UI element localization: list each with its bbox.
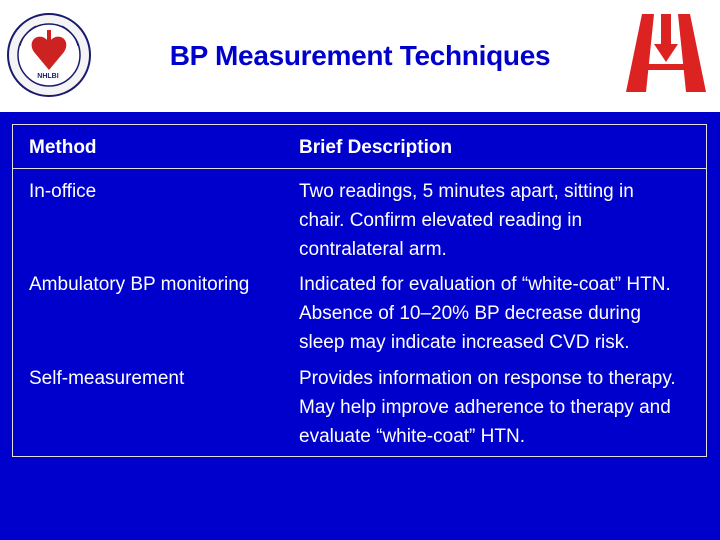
tower-arrow-logo-icon (624, 12, 708, 94)
description-line: Indicated for evaluation of “white-coat” HTN. (299, 274, 671, 295)
header-description: Brief Description (299, 137, 453, 158)
row-in-office-method: In-office (29, 181, 97, 202)
description-line: May help improve adherence to therapy and (299, 397, 671, 418)
description-line: contralateral arm. (299, 239, 447, 260)
description-line: sleep may indicate increased CVD risk. (299, 332, 630, 353)
description-line: Two readings, 5 minutes apart, sitting in (299, 181, 634, 202)
nhlbi-seal-icon (6, 12, 92, 98)
header-method: Method (29, 137, 97, 158)
row-ambulatory-method: Ambulatory BP monitoring (29, 274, 250, 295)
techniques-table (12, 124, 707, 457)
description-line: Provides information on response to therapy. (299, 368, 676, 389)
row-in-office-description (299, 177, 699, 264)
row-self-measurement-method: Self-measurement (29, 368, 185, 389)
description-line: chair. Confirm elevated reading in (299, 210, 583, 231)
description-line: Absence of 10–20% BP decrease during (299, 303, 641, 324)
slide-header (0, 0, 720, 112)
row-self-measurement-description (299, 364, 699, 451)
description-line: evaluate “white-coat” HTN. (299, 426, 525, 447)
seal-label: NHLBI (37, 73, 59, 80)
table-header-row (13, 125, 706, 169)
slide-title: BP Measurement Techniques (169, 40, 551, 71)
row-ambulatory-description (299, 270, 699, 357)
